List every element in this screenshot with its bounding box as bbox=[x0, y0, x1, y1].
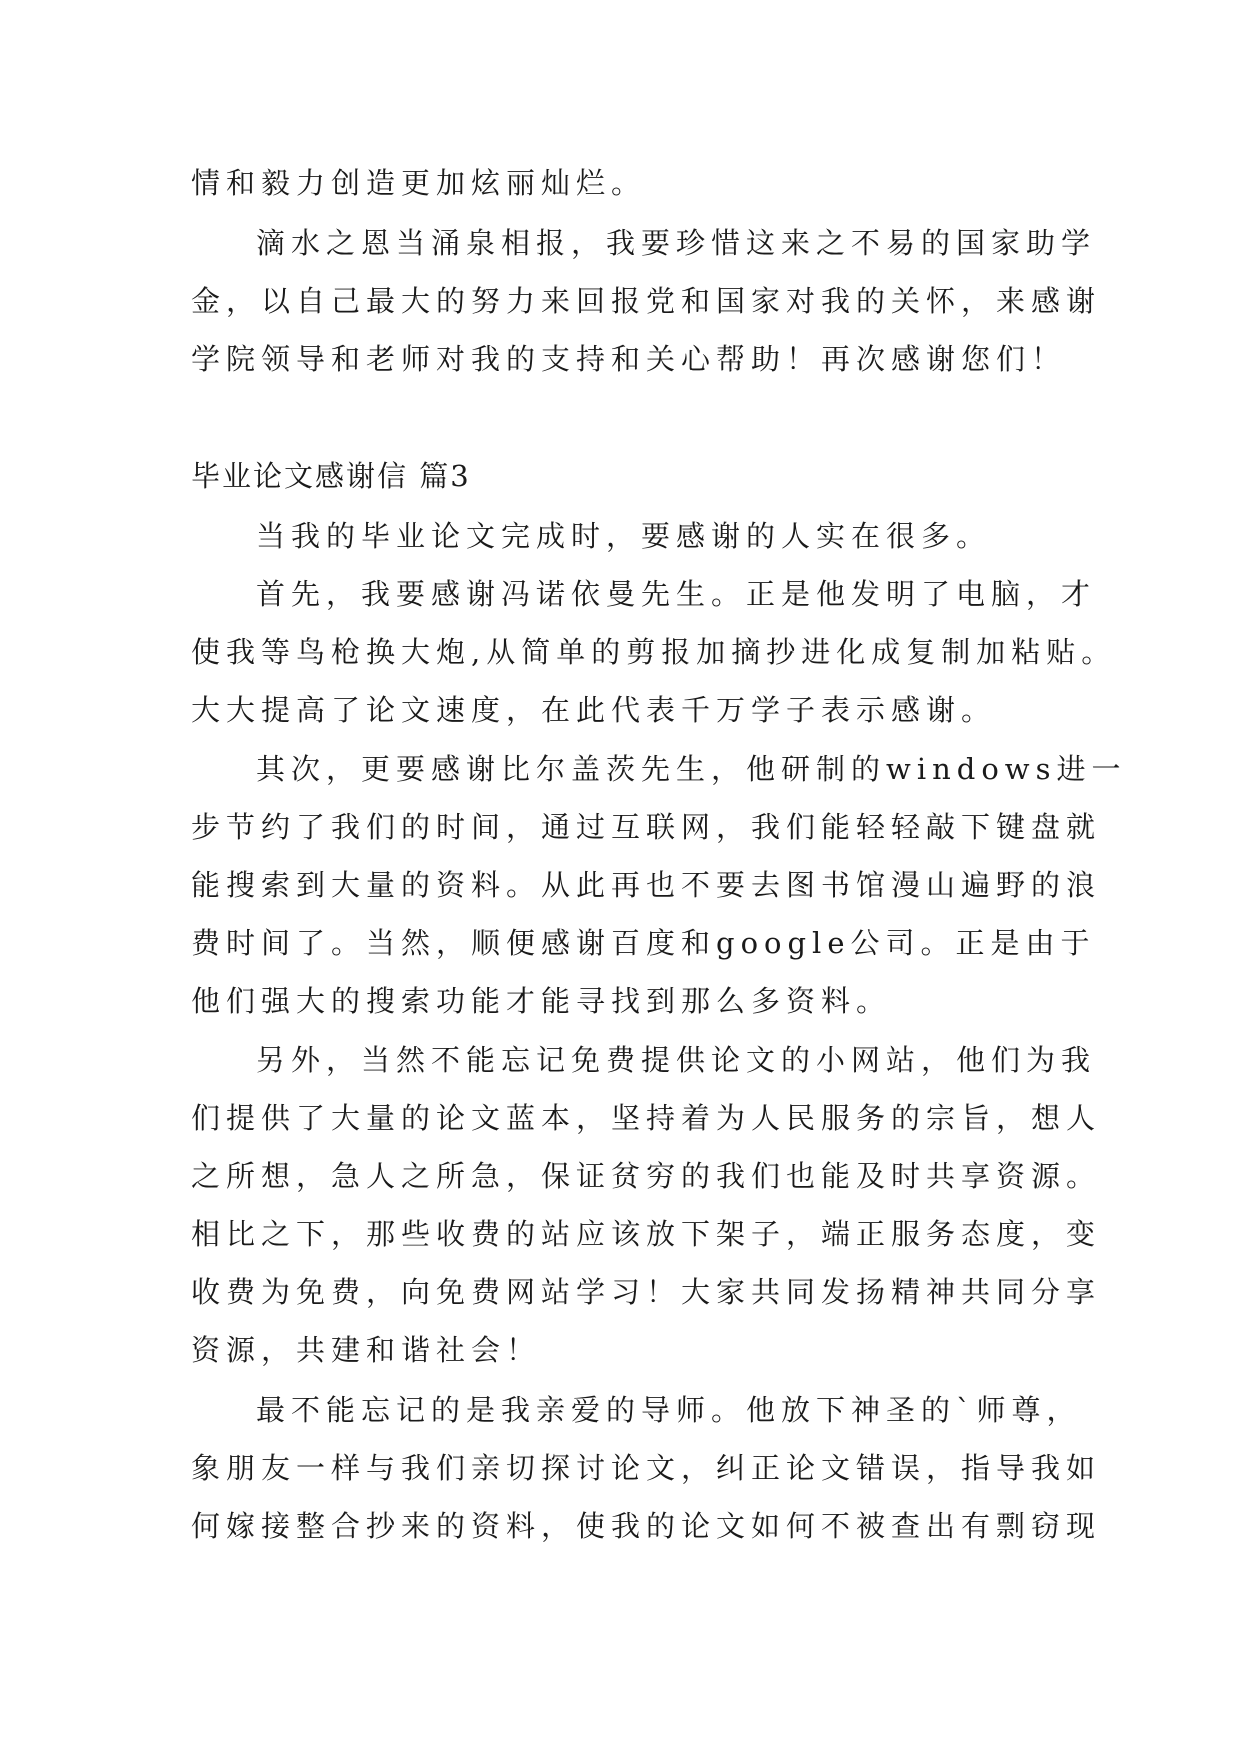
text-line: 象朋友一样与我们亲切探讨论文，纠正论文错误，指导我如 bbox=[191, 1451, 1102, 1485]
text-line: 能搜索到大量的资料。从此再也不要去图书馆漫山遍野的浪 bbox=[191, 868, 1102, 902]
text-line: 情和毅力创造更加炫丽灿烂。 bbox=[191, 166, 647, 200]
text-line: 首先，我要感谢冯诺依曼先生。正是他发明了电脑，才 bbox=[256, 577, 1097, 611]
text-line: 当我的毕业论文完成时，要感谢的人实在很多。 bbox=[256, 519, 992, 553]
text-line: 资源，共建和谐社会！ bbox=[191, 1333, 542, 1367]
text-line: 其次，更要感谢比尔盖茨先生，他研制的windows进一 bbox=[256, 752, 1127, 786]
text-line: 学院领导和老师对我的支持和关心帮助！再次感谢您们！ bbox=[191, 342, 1067, 376]
text-line: 步节约了我们的时间，通过互联网，我们能轻轻敲下键盘就 bbox=[191, 810, 1102, 844]
text-line: 费时间了。当然，顺便感谢百度和google公司。正是由于 bbox=[191, 926, 1096, 960]
text-line: 金，以自己最大的努力来回报党和国家对我的关怀，来感谢 bbox=[191, 284, 1102, 318]
text-line: 收费为免费，向免费网站学习！大家共同发扬精神共同分享 bbox=[191, 1275, 1102, 1309]
text-line: 另外，当然不能忘记免费提供论文的小网站，他们为我 bbox=[256, 1043, 1097, 1077]
text-line: 们提供了大量的论文蓝本，坚持着为人民服务的宗旨，想人 bbox=[191, 1101, 1102, 1135]
text-line: 使我等鸟枪换大炮,从简单的剪报加摘抄进化成复制加粘贴。 bbox=[191, 635, 1117, 669]
text-line: 大大提高了论文速度，在此代表千万学子表示感谢。 bbox=[191, 693, 997, 727]
text-line: 最不能忘记的是我亲爱的导师。他放下神圣的`师尊， bbox=[256, 1393, 1082, 1427]
text-line: 他们强大的搜索功能才能寻找到那么多资料。 bbox=[191, 984, 892, 1018]
text-line: 何嫁接整合抄来的资料，使我的论文如何不被查出有剽窃现 bbox=[191, 1509, 1102, 1543]
text-line: 相比之下，那些收费的站应该放下架子，端正服务态度，变 bbox=[191, 1217, 1102, 1251]
text-line: 之所想，急人之所急，保证贫穷的我们也能及时共享资源。 bbox=[191, 1159, 1102, 1193]
text-line: 滴水之恩当涌泉相报，我要珍惜这来之不易的国家助学 bbox=[256, 226, 1097, 260]
section-heading: 毕业论文感谢信 篇3 bbox=[191, 459, 471, 493]
